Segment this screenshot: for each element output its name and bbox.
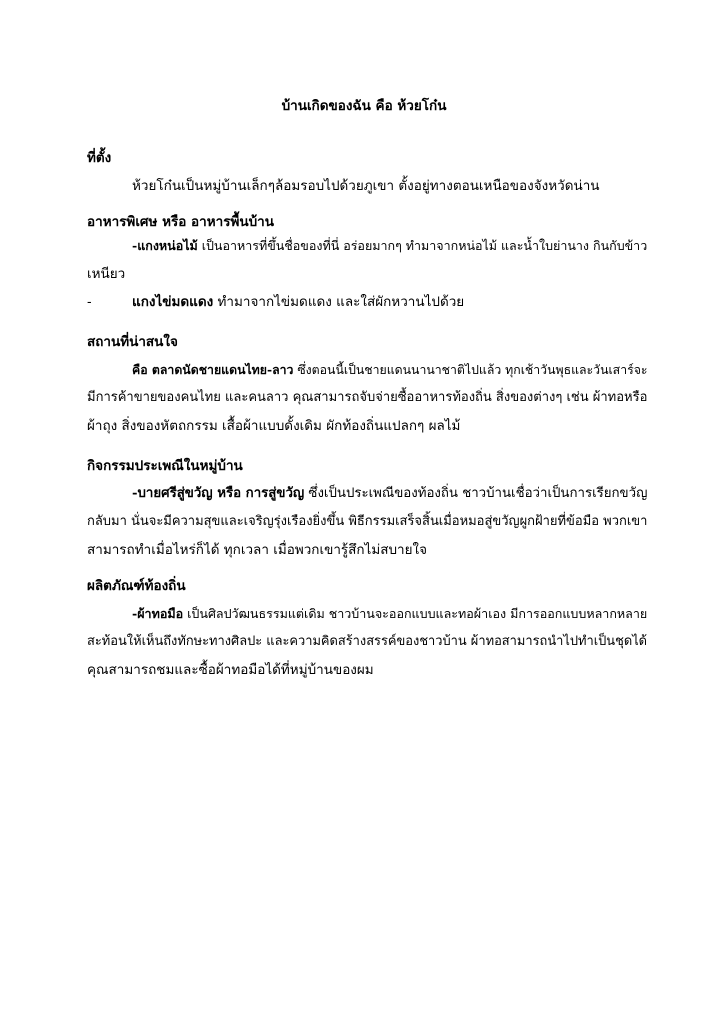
food-item-bamboo-curry [132,236,647,256]
heading-special-food: อาหารพิเศษ หรือ อาหารพื้นบ้าน [87,214,274,230]
heading-traditional-activities: กิจกรรมประเพณีในหมู่บ้าน [87,458,243,474]
food-item-name: แกงไข่มดแดง [132,294,214,310]
food-item-description: เป็นอาหารที่ขึ้นชื่อของที่นี่ อร่อยมากๆ ทำมาจากหน่อไม้ และน้ำใบย่านาง กินกับข้าว [197,238,648,253]
heading-local-products: ผลิตภัณฑ์ท้องถิ่น [87,578,186,594]
paragraph-line [132,360,648,380]
product-description: เป็นศิลปวัฒนธรรมแต่เดิม ชาวบ้านจะออกแบบและทอผ้าเอง มีการออกแบบหลากหลาย [183,606,648,621]
food-item-red-ant-egg-curry [132,292,464,312]
paragraph-line: กลับมา นั่นจะมีความสุขและเจริญรุ่งเรืองยิ่งขึ้น พิธีกรรมเสร็จสิ้นเมื่อหมอสู่ขวัญผูกฝ้ายที่ข้อมือ พวกเขา [87,514,648,529]
paragraph-line: คุณสามารถชมและซื้อผ้าทอมือได้ที่หมู่บ้านของผม [87,662,374,678]
activity-name: -บายศรีสู่ขวัญ หรือ การสู่ขวัญ [132,486,305,501]
heading-interesting-place: สถานที่น่าสนใจ [87,334,178,350]
document-title: บ้านเกิดของฉัน คือ ห้วยโก๋น [281,98,447,114]
food-item-description: ทำมาจากไข่มดแดง และใส่ผักหวานไปด้วย [213,294,465,310]
paragraph-line: เหนียว [87,266,126,282]
paragraph-line [132,604,647,624]
paragraph-line [132,484,647,504]
food-item-name: -แกงหน่อไม้ [132,238,198,253]
place-description: ซึ่งตอนนี้เป็นชายแดนนานาชาติไปแล้ว ทุกเช้าวันพุธและวันเสาร์จะ [293,363,648,377]
paragraph-line: สะท้อนให้เห็นถึงทักษะทางศิลปะ และความคิดสร้างสรรค์ของชาวบ้าน ผ้าทอสามารถนำไปทำเป็นชุดได้ [87,634,648,649]
heading-location: ที่ตั้ง [87,150,112,166]
paragraph-line: มีการค้าขายของคนไทย และคนลาว คุณสามารถจับจ่ายซื้ออาหารท้องถิ่น สิ่งของต่างๆ เช่น ผ้าทอหรือ [87,390,648,405]
activity-description: ซึ่งเป็นประเพณีของท้องถิ่น ชาวบ้านเชื่อว่าเป็นการเรียกขวัญ [304,486,648,501]
product-name: -ผ้าทอมือ [132,606,184,621]
paragraph-line: สามารถทำเมื่อไหร่ก็ได้ ทุกเวลา เมื่อพวกเขารู้สึกไม่สบายใจ [87,542,428,558]
paragraph-line: ห้วยโก๋นเป็นหมู่บ้านเล็กๆล้อมรอบไปด้วยภูเขา ตั้งอยู่ทางตอนเหนือของจังหวัดน่าน [132,178,600,194]
place-name: คือ ตลาดนัดชายแดนไทย-ลาว [132,362,294,377]
paragraph-line: ผ้าถุง สิ่งของหัตถกรรม เสื้อผ้าแบบดั้งเดิม ผักท้องถิ่นแปลกๆ ผลไม้ [87,418,461,434]
list-dash: - [87,294,92,310]
